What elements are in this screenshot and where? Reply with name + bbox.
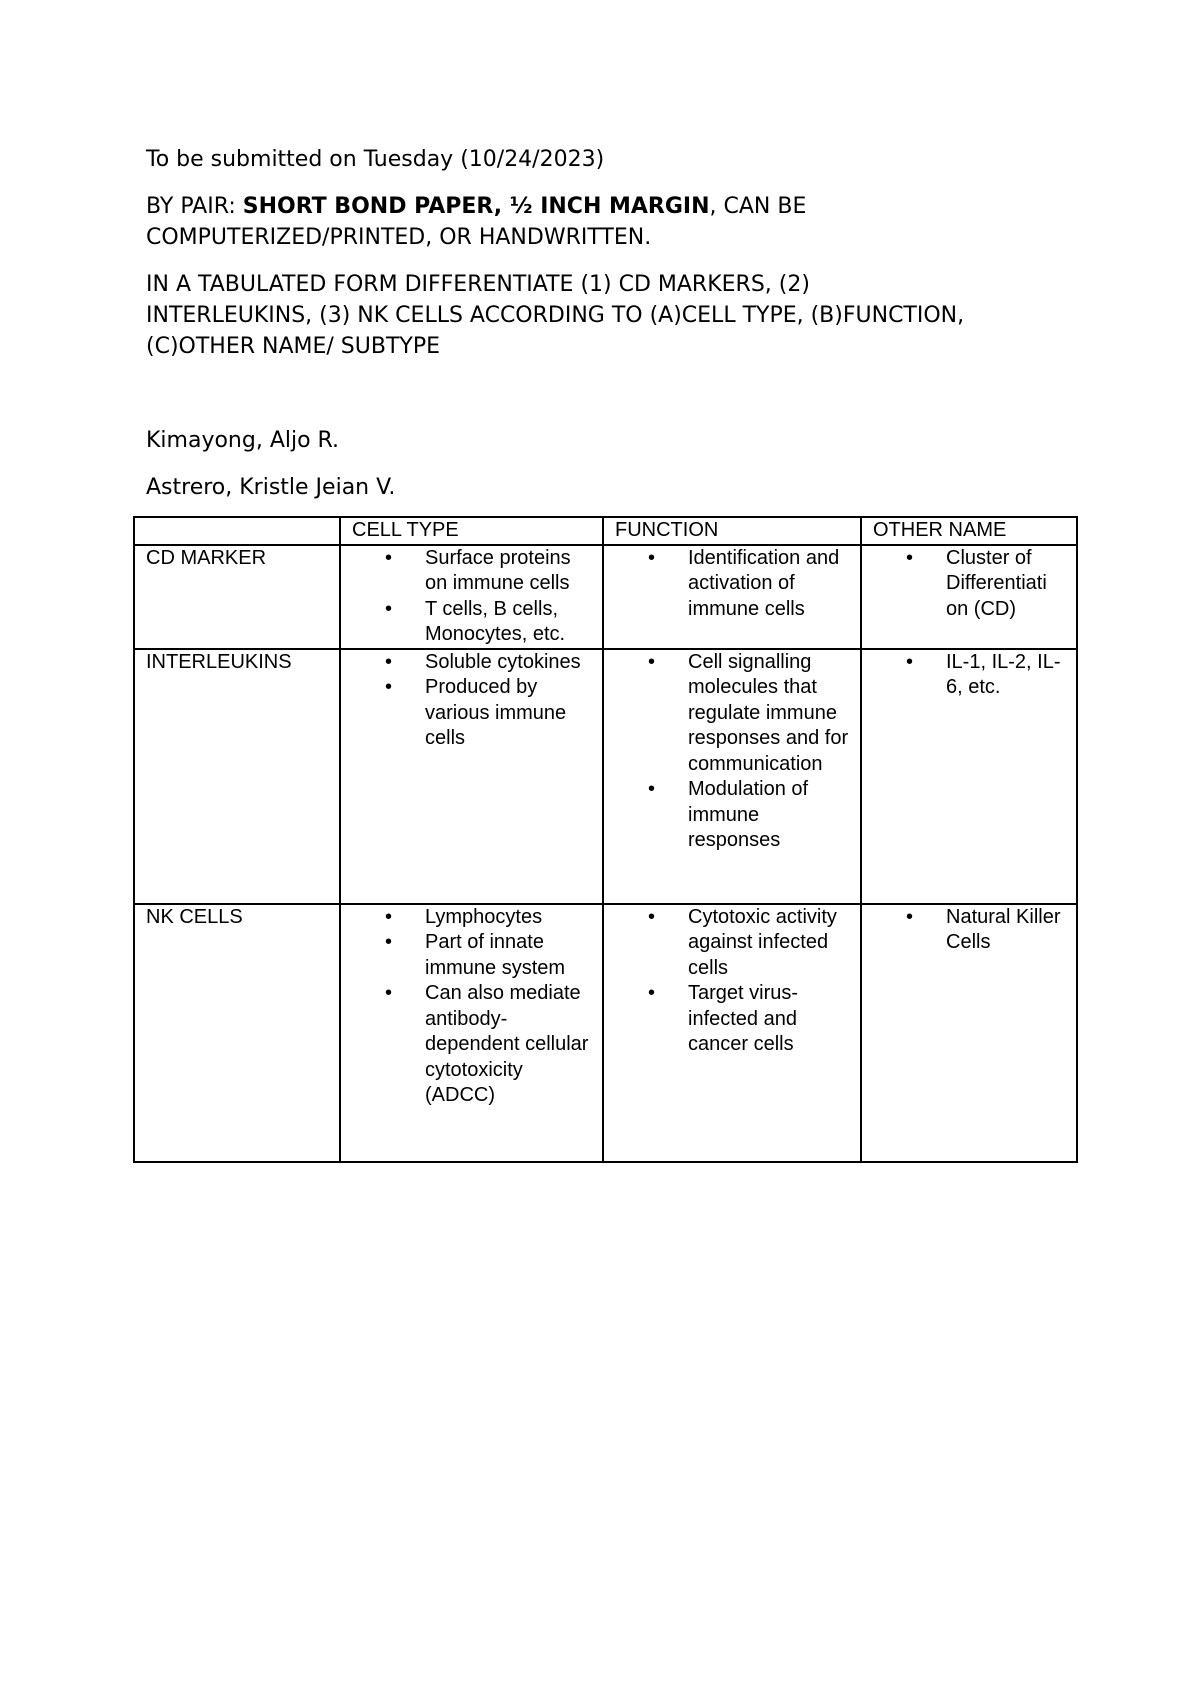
list-item: • Produced by various immune cells xyxy=(352,675,598,752)
list-item: • Cluster of Differentiati on (CD) xyxy=(873,546,1072,623)
list-item: • Cell signalling molecules that regulate immune responses and for communication xyxy=(615,650,856,778)
other-name-cell xyxy=(861,904,1077,1162)
bullet-list xyxy=(873,650,1072,701)
pair-requirements-prefix: BY PAIR: xyxy=(146,194,243,219)
row-label: INTERLEUKINS xyxy=(134,649,340,904)
table-row xyxy=(134,904,1077,1162)
comparison-table xyxy=(133,516,1078,1163)
list-item: • Surface proteins on immune cells xyxy=(352,546,598,597)
list-item: • IL-1, IL-2, IL-6, etc. xyxy=(873,650,1072,701)
list-item: • Soluble cytokines xyxy=(352,650,598,676)
function-cell xyxy=(603,545,861,649)
bullet-list xyxy=(873,546,1072,623)
format-options-line: COMPUTERIZED/PRINTED, OR HANDWRITTEN. xyxy=(146,225,652,250)
function-cell xyxy=(603,904,861,1162)
header-cell-type: CELL TYPE xyxy=(340,517,603,545)
cell-type-cell xyxy=(340,649,603,904)
row-label: NK CELLS xyxy=(134,904,340,1162)
cell-type-cell xyxy=(340,545,603,649)
list-item: • Can also mediate antibody-dependent cellular cytotoxicity (ADCC) xyxy=(352,981,598,1109)
list-item: • Part of innate immune system xyxy=(352,930,598,981)
cell-type-cell xyxy=(340,904,603,1162)
header-corner-cell xyxy=(134,517,340,545)
bullet-list xyxy=(873,905,1072,956)
header-other-name: OTHER NAME xyxy=(861,517,1077,545)
bullet-list xyxy=(615,650,856,854)
list-item: • Identification and activation of immune cells xyxy=(615,546,856,623)
paper-margin-requirement: SHORT BOND PAPER, ½ INCH MARGIN xyxy=(242,194,710,219)
table-header-row xyxy=(134,517,1077,545)
bullet-list xyxy=(352,546,598,648)
other-name-cell xyxy=(861,649,1077,904)
author-name: Astrero, Kristle Jeian V. xyxy=(146,475,396,500)
function-cell xyxy=(603,649,861,904)
author-name: Kimayong, Aljo R. xyxy=(146,428,340,453)
header-function: FUNCTION xyxy=(603,517,861,545)
bullet-list xyxy=(615,546,856,623)
task-line-3: (C)OTHER NAME/ SUBTYPE xyxy=(146,334,441,359)
table-row xyxy=(134,649,1077,904)
submission-date-line: To be submitted on Tuesday (10/24/2023) xyxy=(146,147,605,172)
pair-requirements-suffix: , CAN BE xyxy=(709,194,807,219)
row-label: CD MARKER xyxy=(134,545,340,649)
table-row xyxy=(134,545,1077,649)
list-item: • Cytotoxic activity against infected cells xyxy=(615,905,856,982)
list-item: • Natural Killer Cells xyxy=(873,905,1072,956)
list-item: • Modulation of immune responses xyxy=(615,777,856,854)
bullet-list xyxy=(352,650,598,752)
bullet-list xyxy=(352,905,598,1109)
list-item: • Lymphocytes xyxy=(352,905,598,931)
list-item: • T cells, B cells, Monocytes, etc. xyxy=(352,597,598,648)
task-line-1: IN A TABULATED FORM DIFFERENTIATE (1) CD MARKERS, (2) xyxy=(146,272,810,297)
other-name-cell xyxy=(861,545,1077,649)
task-line-2: INTERLEUKINS, (3) NK CELLS ACCORDING TO (A)CELL TYPE, (B)FUNCTION, xyxy=(146,303,965,328)
bullet-list xyxy=(615,905,856,1058)
pair-requirements-line xyxy=(146,191,806,222)
list-item: • Target virus-infected and cancer cells xyxy=(615,981,856,1058)
